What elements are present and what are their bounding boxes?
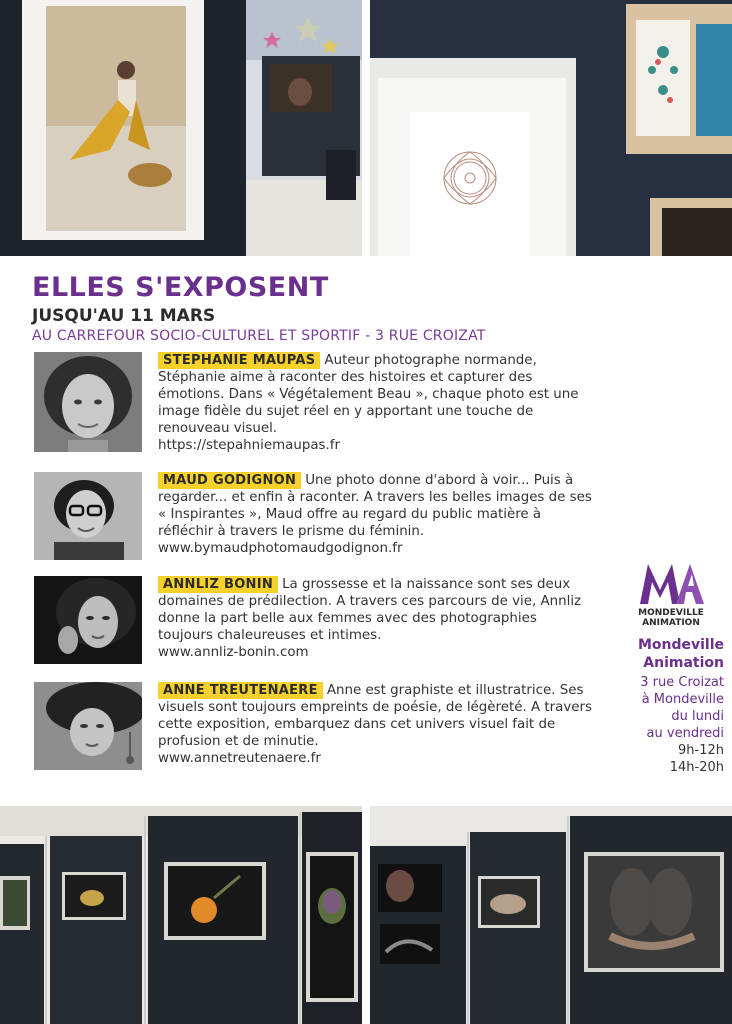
mondeville-animation-logo-icon	[630, 560, 712, 608]
exhibition-photo-top-right	[370, 0, 732, 256]
logo-caption-line: ANIMATION	[642, 618, 700, 628]
days-line: du lundi	[671, 709, 724, 724]
organizer-name	[608, 636, 724, 672]
artist-bio: Auteur photographe normande, Stéphanie aime à raconter des histoires et capturer des émotions. Dans « Végétalement Beau », chaque photo est une image fidèle du sujet réel en y apportant une touche de renouveau visuel.	[158, 353, 579, 436]
days-line: au vendredi	[646, 726, 724, 741]
artist-portrait-maupas	[34, 352, 142, 452]
artist-portrait-bonin	[34, 576, 142, 664]
artist-bio: Une photo donne d'abord à voir... Puis à regarder... et enfin à raconter. A travers les belles images de ses « Inspirantes », Maud offre au regard du public matière à réfléchir à travers le prisme du féminin.	[158, 473, 592, 539]
artist-name-tag: STEPHANIE MAUPAS	[158, 352, 320, 369]
artist-website-link[interactable]: www.annliz-bonin.com	[158, 645, 309, 660]
exhibition-photo-top-left	[0, 0, 362, 256]
artist-portrait-treutenaere	[34, 682, 142, 770]
address-line: à Mondeville	[641, 692, 724, 707]
organizer-address	[608, 674, 724, 742]
page-title: ELLES S'EXPOSENT	[32, 272, 329, 303]
artist-website-link[interactable]: www.annetreutenaere.fr	[158, 751, 321, 766]
artist-website-link[interactable]: www.bymaudphotomaudgodignon.fr	[158, 541, 403, 556]
artist-portrait-godignon	[34, 472, 142, 560]
artist-bio-block	[158, 576, 594, 661]
hours-line: 14h-20h	[669, 760, 724, 775]
exhibition-photo-bottom-left	[0, 806, 362, 1024]
logo-caption	[630, 608, 712, 628]
organizer-info	[608, 560, 724, 776]
hours-line: 9h-12h	[678, 743, 724, 758]
artist-bio-block	[158, 682, 594, 767]
artist-website-link[interactable]: https://stepahniemaupas.fr	[158, 438, 340, 453]
logo-caption-line: MONDEVILLE	[638, 608, 704, 618]
exhibition-venue: AU CARREFOUR SOCIO-CULTUREL ET SPORTIF - 3 RUE CROIZAT	[32, 328, 486, 344]
exhibition-photo-bottom-right	[370, 806, 732, 1024]
artist-bio: La grossesse et la naissance sont ses deux domaines de prédilection. A travers ces parcours de vie, Annliz donne la part belle aux femmes avec des photographies toujours chaleureuses et intimes.	[158, 577, 582, 643]
organizer-name-line: Mondeville	[637, 637, 724, 653]
artist-bio-block	[158, 472, 594, 557]
opening-hours	[608, 742, 724, 776]
artist-name-tag: ANNE TREUTENAERE	[158, 682, 323, 699]
address-line: 3 rue Croizat	[640, 675, 724, 690]
organizer-name-line: Animation	[643, 655, 724, 671]
artist-name-tag: ANNLIZ BONIN	[158, 576, 278, 593]
artist-bio: Anne est graphiste et illustratrice. Ses visuels sont toujours empreints de poésie, de légèreté. A travers cette exposition, embarquez dans cet univers visuel fait de profusion et de minutie.	[158, 683, 592, 749]
exhibition-date: JUSQU'AU 11 MARS	[32, 306, 216, 326]
artist-name-tag: MAUD GODIGNON	[158, 472, 301, 489]
artist-bio-block	[158, 352, 594, 454]
